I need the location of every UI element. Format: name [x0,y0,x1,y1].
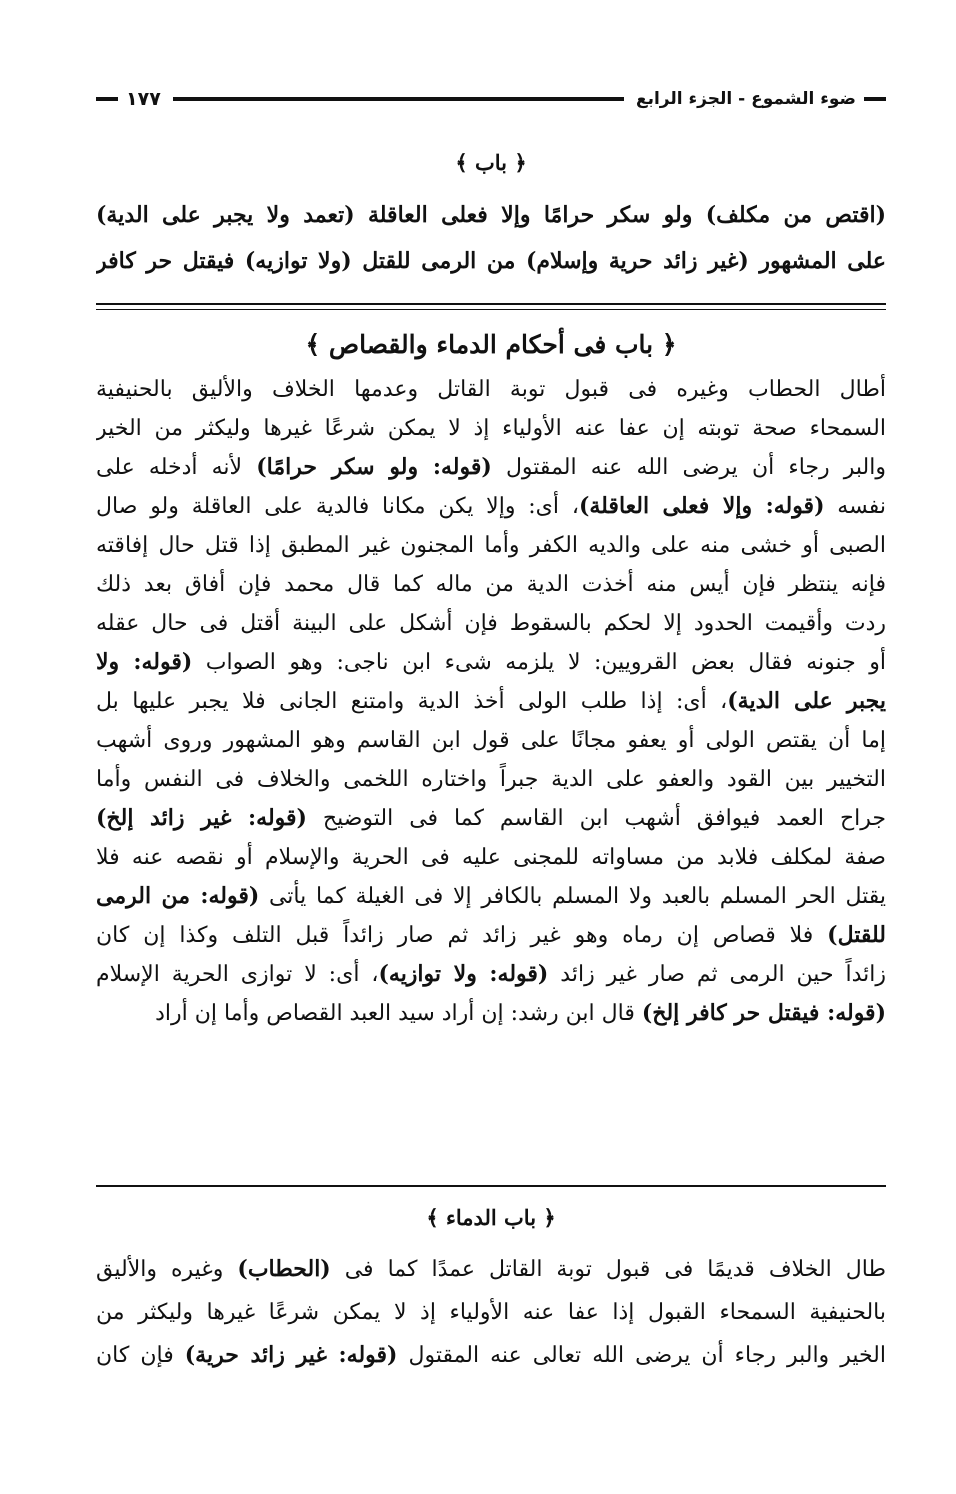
quoted-phrase: (قوله: وإلا فعلى العاقلة) [578,493,825,519]
chapter-heading: ﴿ باب ﴾ [455,150,527,175]
text-run: قال ابن رشد: إن أراد سيد العبد القصاص وأما إن أراد [155,1001,642,1026]
text-line [96,409,886,448]
text-line [96,1334,886,1377]
quoted-phrase: (قوله: ولا [96,649,193,675]
text-run: يقتل الحر المسلم بالعبد ولا المسلم بالكافر إلا فى الغيلة كما يأتى [259,884,886,909]
book-title: ضوء الشموع - الجزء الرابع [635,89,856,109]
text-run: التخيير بين القود والعفو على الدية جبراً واختاره اللخمى والخلاف فى النفس وأما [96,767,886,792]
running-header [96,84,886,114]
matn-line: على المشهور (غير زائد حرية وإسلام) من الرمى للقتل (ولا توازيه) فيقتل حر كافر [96,248,886,274]
text-line [96,799,886,838]
header-dash [96,97,118,101]
text-line [96,526,886,565]
quoted-phrase: (قوله: ولو سكر حرامًا) [256,454,492,480]
text-line [96,721,886,760]
footnote-heading: ﴿ باب الدماء ﴾ [426,1205,556,1230]
quoted-phrase: (قوله: غير زائد إلخ) [96,805,307,831]
text-line [96,1248,886,1291]
quoted-phrase: (قوله: غير زائد حرية) [184,1342,398,1368]
quoted-phrase: يجبر على الدية) [727,688,886,714]
text-run: الخير والبر رجاء أن يرضى الله تعالى عنه المقتول [397,1343,886,1368]
text-line [96,487,886,526]
text-line [96,565,886,604]
quoted-phrase: (الحطاب) [237,1256,331,1282]
text-run: ردت وأقيمت الحدود إلا لحكم بالسقوط فإن أشكل على البينة أقتل فى حال عقله [96,611,886,636]
text-line [96,955,886,994]
quoted-phrase: (قوله: فيقتل حر كافر إلخ) [641,1000,886,1026]
text-run: السمحاء صحة توبته إن عفا عنه الأولياء إذ لا يمكن شرعًا غيرها وليكثر من الخير [96,416,886,441]
text-line [96,370,886,409]
text-run: ، أى: لا توازى الحرية الإسلام [96,962,379,987]
text-run: لأنه أدخله على [96,455,257,480]
quoted-phrase: (قوله: ولا توازيه) [378,961,549,987]
quoted-phrase: (قوله: من الرمى [96,883,260,909]
text-run: طال الخلاف قديمًا فى قبول توبة القاتل عمدًا كما فى [330,1257,886,1282]
header-dash [864,97,886,101]
text-run: ، أى: إذا طلب الولى أخذ الدية وامتنع الجانى فلا يجبر عليها بل [96,689,728,714]
text-run: فلا قصاص إن رماه وهو غير زائد ثم صار زائداً قبل التلف وكذا إن كان [96,923,828,948]
text-run: زائداً حين الرمى ثم صار غير زائد [548,962,886,987]
commentary-text [96,370,886,1033]
text-line [96,604,886,643]
text-line [96,838,886,877]
matn-text [96,192,886,284]
text-run: والبر رجاء أن يرضى الله عنه المقتول [491,455,886,480]
page-number: ١٧٧ [126,88,161,110]
text-run: وغيره والأليق [96,1257,238,1282]
text-line [96,682,886,721]
text-run: بالحنيفية السمحاء القبول إذا عفا عنه الأولياء إذ لا يمكن شرعًا غيرها وليكثر من [96,1300,886,1325]
text-run: صفة لمكلف فلابد من مساواته للمجنى عليه فى الحرية والإسلام أو نقصه عنه فلا [96,845,886,870]
footnote-text [96,1248,886,1377]
text-run: فإنه ينتظر فإن أيس منه أخذت الدية من ماله كما قال محمد فإن أفاق بعد ذلك [96,572,886,597]
footnote-divider [96,1185,886,1187]
text-line [96,994,886,1033]
commentary-heading: ﴿ باب فى أحكام الدماء والقصاص ﴾ [305,330,677,359]
text-line [96,877,886,916]
text-run: أطال الحطاب وغيره فى قبول توبة القاتل وعدمها الخلاف والأليق بالحنيفية [96,377,886,402]
text-run: فإن كان [96,1343,185,1368]
matn-line: (اقتص من مكلف) ولو سكر حرامًا وإلا فعلى العاقلة (تعمد ولا يجبر على الدية) [96,202,886,228]
text-run: جراح العمد فيوافق أشهب ابن القاسم كما فى التوضيح [306,806,886,831]
header-rule [173,97,624,101]
text-line [96,643,886,682]
text-run: أو جنونه فقال بعض القرويين: لا يلزمه شىء ابن ناجى: وهو الصواب [192,650,886,675]
text-run: الصبى أو خشى منه على والديه الكفر وأما المجنون غير المطبق إذا قتل حال إفاقته [96,533,886,558]
text-line [96,760,886,799]
text-run: نفسه [824,494,886,519]
text-run: إما أن يقتص الولى أو يعفو مجانًا على قول ابن القاسم وهو المشهور وروى أشهب [96,728,886,753]
text-line [96,1291,886,1334]
text-line [96,448,886,487]
section-divider-thin [96,309,886,310]
section-divider [96,303,886,305]
quoted-phrase: للقتل) [827,922,886,948]
text-line [96,916,886,955]
text-run: ، أى: وإلا يكن مكانا فالدية على العاقلة ولو صال [96,494,579,519]
